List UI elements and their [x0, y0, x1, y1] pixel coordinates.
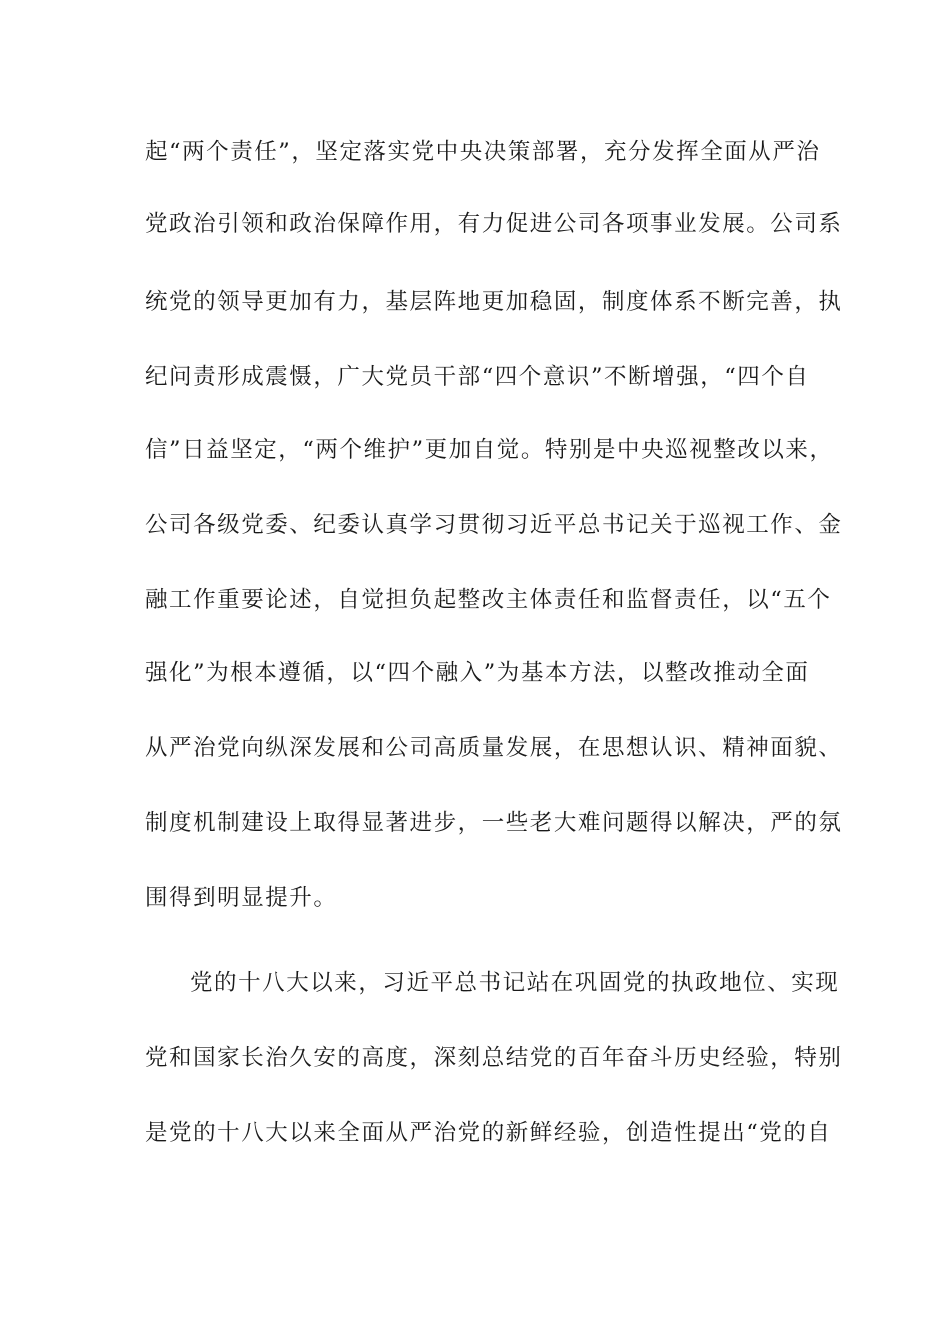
paragraph-line: 起“两个责任”，坚定落实党中央决策部署，充分发挥全面从严治: [145, 139, 821, 165]
paragraph-line: 统党的领导更加有力，基层阵地更加稳固，制度体系不断完善，执: [145, 289, 843, 315]
paragraph-first-line: 党的十八大以来，习近平总书记站在巩固党的执政地位、实现: [190, 970, 840, 996]
paragraph-line: 制度机制建设上取得显著进步，一些老大难问题得以解决，严的氛: [145, 810, 843, 836]
paragraph-line: 围得到明显提升。: [145, 885, 338, 911]
paragraph-line: 党政治引领和政治保障作用，有力促进公司各项事业发展。公司系: [145, 211, 843, 237]
paragraph-line: 融工作重要论述，自觉担负起整改主体责任和监督责任，以“五个: [145, 587, 832, 613]
paragraph-line: 公司各级党委、纪委认真学习贯彻习近平总书记关于巡视工作、金: [145, 512, 843, 538]
paragraph-line: 纪问责形成震慑，广大党员干部“四个意识”不断增强，“四个自: [145, 364, 810, 390]
paragraph-line: 党和国家长治久安的高度，深刻总结党的百年奋斗历史经验，特别: [145, 1045, 843, 1071]
paragraph-line: 从严治党向纵深发展和公司高质量发展，在思想认识、精神面貌、: [145, 735, 843, 761]
paragraph-line: 强化”为根本遵循，以“四个融入”为基本方法，以整改推动全面: [145, 660, 810, 686]
paragraph-line: 信”日益坚定，“两个维护”更加自觉。特别是中央巡视整改以来，: [145, 437, 834, 463]
paragraph-line: 是党的十八大以来全面从严治党的新鲜经验，创造性提出“党的自: [145, 1120, 832, 1146]
